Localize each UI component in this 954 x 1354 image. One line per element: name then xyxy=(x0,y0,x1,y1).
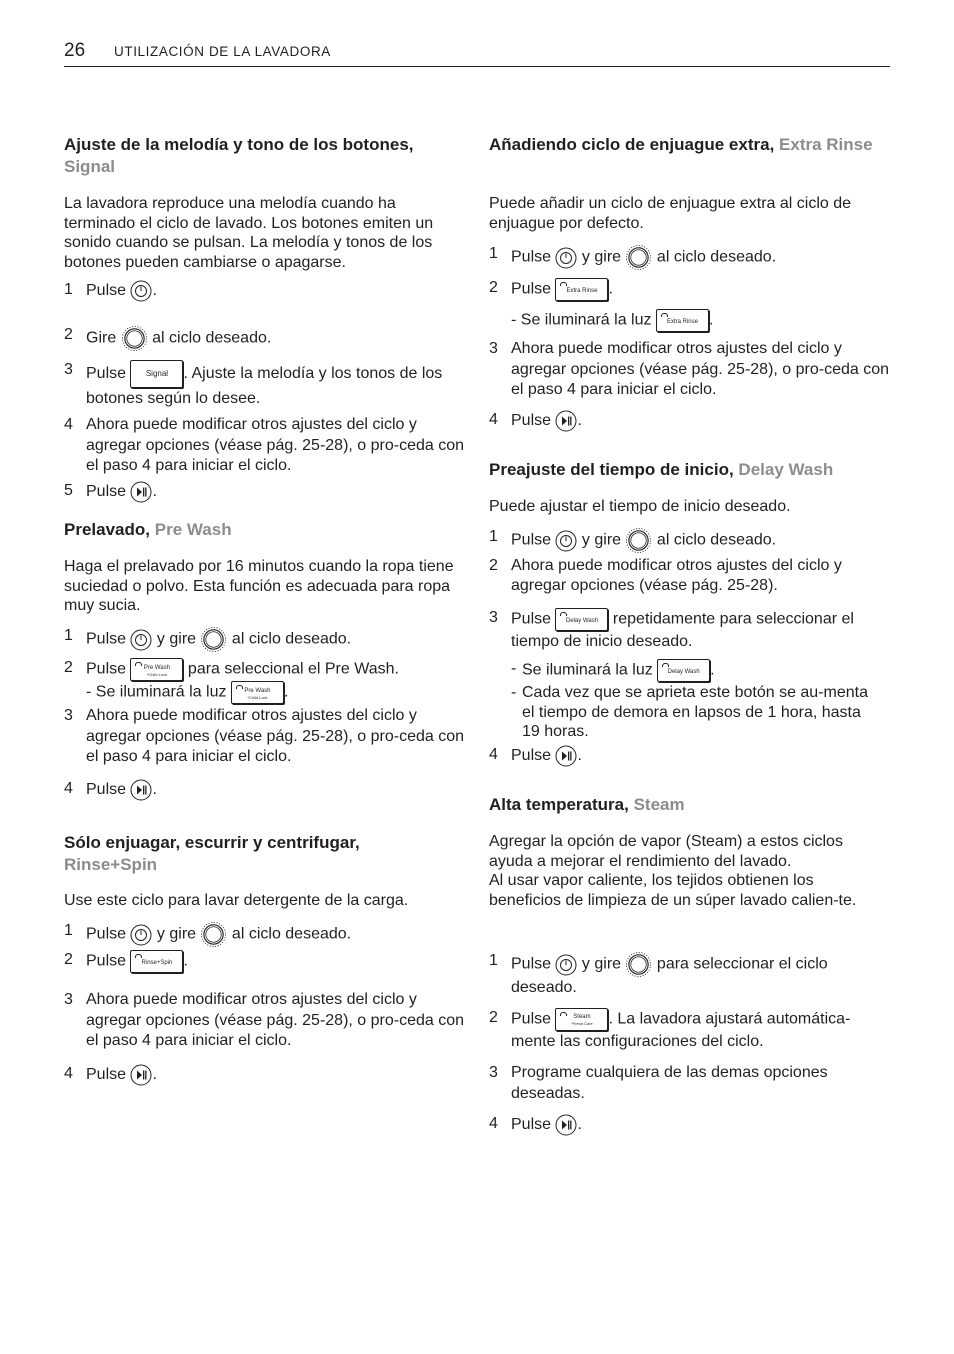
section-title: Preajuste del tiempo de inicio, Delay Wash xyxy=(489,460,834,479)
section-intro: La lavadora reproduce una melodía cuando ha terminado el ciclo de lavado. Los botones emiten un sonido cuando se pulsan. La melodía y tonos de los botones pueden cambiarse o apagarse. xyxy=(64,195,434,271)
section-title: Alta temperatura, Steam xyxy=(489,795,685,814)
section-intro: Use este ciclo para lavar detergente de la carga. xyxy=(64,892,409,909)
cycle-dial-icon xyxy=(625,244,652,271)
power-button-icon xyxy=(130,629,152,651)
section-rinse-spin xyxy=(64,832,464,876)
cycle-dial-icon xyxy=(121,325,148,352)
start-pause-icon xyxy=(555,1114,577,1136)
rinse-spin-button-icon: Rinse+Spin xyxy=(130,950,183,973)
pre-wash-light-icon: Pre Wash *Child Lock xyxy=(231,681,284,704)
section-title: Prelavado, Pre Wash xyxy=(64,520,232,539)
start-pause-icon xyxy=(130,1064,152,1086)
section-steam xyxy=(489,794,889,816)
header-section-title: UTILIZACIÓN DE LA LAVADORA xyxy=(114,44,331,59)
page-header xyxy=(64,40,890,67)
cycle-dial-icon xyxy=(200,626,227,653)
power-button-icon xyxy=(130,280,152,302)
power-button-icon xyxy=(555,530,577,552)
extra-rinse-light-icon: Extra Rinse xyxy=(656,309,709,332)
steam-button-icon: Steam *Fresh Care xyxy=(555,1008,608,1031)
section-intro: Agregar la opción de vapor (Steam) a estos ciclos ayuda a mejorar el rendimiento del lavado. Al usar vapor caliente, los tejidos obtienen los beneficios de limpieza de un súper lavado calien-te. xyxy=(489,833,857,909)
cycle-dial-icon xyxy=(625,951,652,978)
power-button-icon xyxy=(555,954,577,976)
delay-wash-light-icon: Delay Wash xyxy=(657,659,710,682)
cycle-dial-icon xyxy=(200,921,227,948)
power-button-icon xyxy=(130,924,152,946)
section-extra-rinse xyxy=(489,134,889,156)
section-intro: Haga el prelavado por 16 minutos cuando la ropa tiene suciedad o polvo. Esta función es adecuada para ropa muy sucia. xyxy=(64,558,454,614)
delay-wash-button-icon: Delay Wash xyxy=(555,608,608,631)
section-signal xyxy=(64,134,464,178)
section-title: Ajuste de la melodía y tono de los botones, Signal xyxy=(64,135,414,176)
start-pause-icon xyxy=(130,481,152,503)
pre-wash-button-icon: Pre Wash *Child Lock xyxy=(130,658,183,681)
start-pause-icon xyxy=(555,745,577,767)
page-number: 26 xyxy=(64,40,86,61)
section-intro: Puede añadir un ciclo de enjuague extra al ciclo de enjuague por defecto. xyxy=(489,195,852,232)
extra-rinse-button-icon: Extra Rinse xyxy=(555,278,608,301)
power-button-icon xyxy=(555,247,577,269)
section-title: Añadiendo ciclo de enjuague extra, Extra Rinse xyxy=(489,135,873,154)
section-prewash xyxy=(64,519,464,541)
section-title: Sólo enjuagar, escurrir y centrifugar, Rinse+Spin xyxy=(64,833,360,874)
signal-button-icon: Signal xyxy=(130,360,183,388)
start-pause-icon xyxy=(130,779,152,801)
section-intro: Puede ajustar el tiempo de inicio deseado. xyxy=(489,498,791,515)
section-delay-wash xyxy=(489,459,889,481)
start-pause-icon xyxy=(555,410,577,432)
cycle-dial-icon xyxy=(625,527,652,554)
